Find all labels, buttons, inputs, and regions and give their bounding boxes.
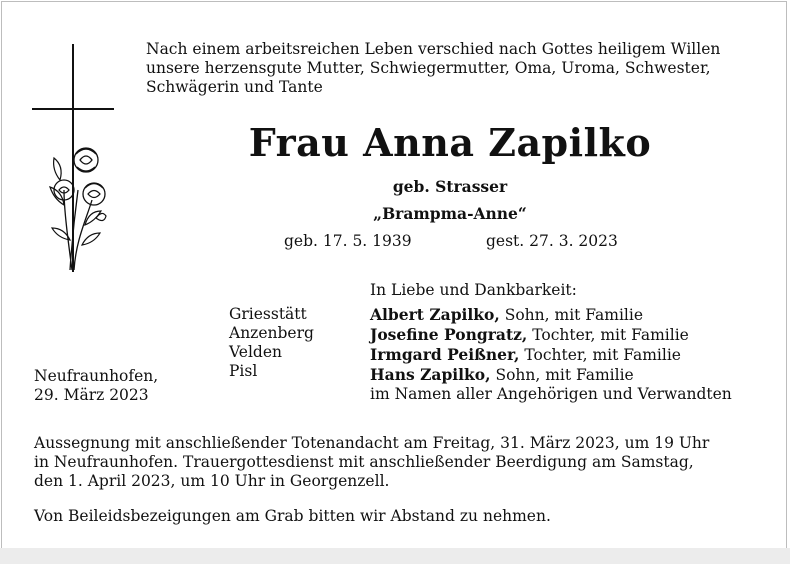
mourner-name: Irmgard Peißner, xyxy=(370,345,520,364)
mourner-relation: Tochter, mit Familie xyxy=(527,326,689,344)
mourner-place: Griesstätt xyxy=(229,305,307,323)
mourner-row xyxy=(370,365,732,385)
mourner-row xyxy=(370,325,732,345)
service-line: den 1. April 2023, um 10 Uhr in Georgenzell. xyxy=(34,472,390,490)
location-date xyxy=(34,367,158,405)
mourner-relation: Tochter, mit Familie xyxy=(519,346,681,364)
service-line: Aussegnung mit anschließender Totenandacht am Freitag, 31. März 2023, um 19 Uhr xyxy=(34,434,710,452)
mourner-place: Pisl xyxy=(229,362,258,380)
mourner-place: Anzenberg xyxy=(229,324,314,342)
mourner-row xyxy=(370,305,732,325)
mourner-place: Velden xyxy=(229,343,282,361)
bottom-band xyxy=(0,548,790,564)
mourner-relation: Sohn, mit Familie xyxy=(499,306,643,324)
mourner-list xyxy=(370,305,732,404)
intro-line: unsere herzensgute Mutter, Schwiegermutter, Oma, Uroma, Schwester, xyxy=(146,59,711,77)
location-town: Neufraunhofen, xyxy=(34,367,159,385)
death-date: gest. 27. 3. 2023 xyxy=(486,232,618,250)
service-info xyxy=(34,434,758,491)
intro-line: Nach einem arbeitsreichen Leben verschied nach Gottes heiligem Willen xyxy=(146,40,721,58)
nickname: „Brampma-Anne“ xyxy=(373,204,527,223)
mourner-name: Josefine Pongratz, xyxy=(370,325,528,344)
service-line: in Neufraunhofen. Trauergottesdienst mit anschließender Beerdigung am Samstag, xyxy=(34,453,694,471)
intro-text xyxy=(146,40,758,97)
birth-date: geb. 17. 5. 1939 xyxy=(284,232,412,250)
mourner-name: Hans Zapilko, xyxy=(370,365,491,384)
closing-note: Von Beileidsbezeigungen am Grab bitten wir Abstand zu nehmen. xyxy=(34,507,551,525)
location-date-value: 29. März 2023 xyxy=(34,386,149,404)
mourner-relation: Sohn, mit Familie xyxy=(490,366,634,384)
born-name: geb. Strasser xyxy=(392,177,508,196)
deceased-name: Frau Anna Zapilko xyxy=(248,120,652,165)
relatives-line: im Namen aller Angehörigen und Verwandten xyxy=(370,385,732,403)
mourner-name: Albert Zapilko, xyxy=(370,305,500,324)
mourner-places xyxy=(229,305,314,381)
mourner-row xyxy=(370,345,732,365)
gratitude-line: In Liebe und Dankbarkeit: xyxy=(370,281,577,299)
intro-line: Schwägerin und Tante xyxy=(146,78,323,96)
